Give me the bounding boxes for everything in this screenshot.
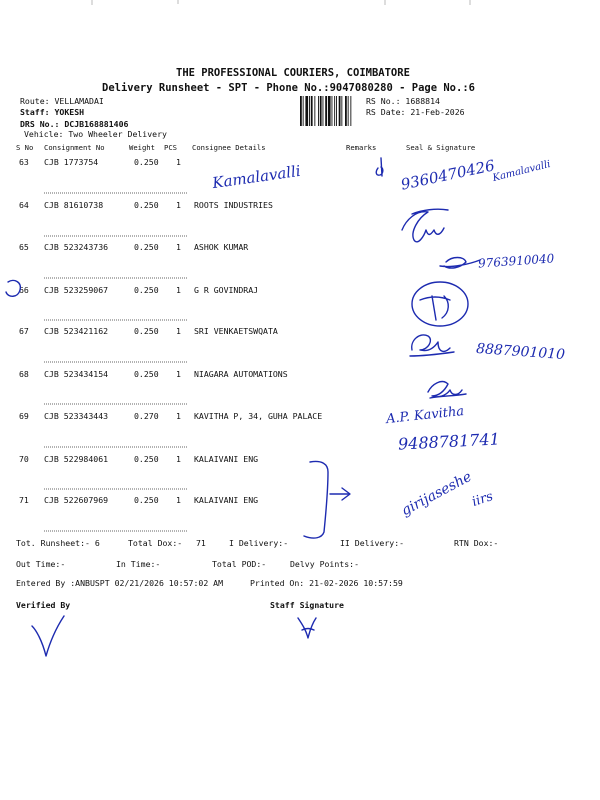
row-weight: 0.250 xyxy=(134,285,159,295)
handwritten-phone-row65: 9763910040 xyxy=(477,251,555,271)
row-weight: 0.250 xyxy=(134,369,159,379)
row-weight: 0.250 xyxy=(134,200,159,210)
ii-delivery-label: II Delivery:- xyxy=(340,538,405,548)
handwritten-phone-row63: 9360470426 xyxy=(399,156,497,194)
row-weight: 0.250 xyxy=(134,157,159,167)
row-sno: 67 xyxy=(19,326,29,336)
row-weight: 0.270 xyxy=(134,411,159,421)
row-sno: 70 xyxy=(19,454,29,464)
row-pcs: 1 xyxy=(176,454,181,464)
row-pcs: 1 xyxy=(176,411,181,421)
row-consignment: CJB 523259067 xyxy=(44,285,109,295)
row-consignment: CJB 1773754 xyxy=(44,157,99,167)
row-sno: 64 xyxy=(19,200,29,210)
verified-by-label: Verified By xyxy=(16,600,71,610)
pen-signature-marks xyxy=(0,150,600,750)
row-sno: 63 xyxy=(19,157,29,167)
row-pcs: 1 xyxy=(176,242,181,252)
row-consignee: NIAGARA AUTOMATIONS xyxy=(194,369,288,379)
row-weight: 0.250 xyxy=(134,242,159,252)
printed-on: Printed On: 21-02-2026 10:57:59 xyxy=(250,578,403,588)
row-consignment: CJB 81610738 xyxy=(44,200,104,210)
total-dox-value: 71 xyxy=(196,538,206,548)
col-remarks: Remarks xyxy=(346,143,377,152)
row-pcs: 1 xyxy=(176,200,181,210)
vehicle-label: Vehicle: Two Wheeler Delivery xyxy=(24,129,167,139)
row-consignment: CJB 522984061 xyxy=(44,454,109,464)
i-delivery-label: I Delivery:- xyxy=(229,538,289,548)
row-weight: 0.250 xyxy=(134,454,159,464)
entered-by: Entered By :ANBUSPT 02/21/2026 10:57:02 AM xyxy=(16,578,224,588)
handwritten-phone-row69: 9488781741 xyxy=(397,429,501,454)
handwritten-text-row71: girijaseshe xyxy=(398,468,475,520)
col-consignment: Consignment No xyxy=(44,143,105,152)
row-sno: 69 xyxy=(19,411,29,421)
row-consignee: KAVITHA P, 34, GUHA PALACE xyxy=(194,411,323,421)
delvy-points-label: Delvy Points:- xyxy=(290,559,360,569)
row-sno: 66 xyxy=(19,285,29,295)
row-consignee: ROOTS INDUSTRIES xyxy=(194,200,273,210)
handwritten-name2-row63: Kamalavalli xyxy=(491,158,552,185)
row-pcs: 1 xyxy=(176,285,181,295)
total-pod-label: Total POD:- xyxy=(212,559,267,569)
col-pcs: PCS xyxy=(164,143,177,152)
runsheet-title: Delivery Runsheet - SPT - Phone No.:9047080280 - Page No.:6 xyxy=(102,82,475,94)
handwritten-text2-row71: iirs xyxy=(470,489,496,510)
row-sno: 68 xyxy=(19,369,29,379)
rtn-dox-label: RTN Dox:- xyxy=(454,538,499,548)
staff-label: Staff: YOKESH xyxy=(20,107,85,117)
handwritten-phone-row67: 8887901010 xyxy=(475,340,566,364)
row-weight: 0.250 xyxy=(134,326,159,336)
col-seal: Seal & Signature xyxy=(406,143,476,152)
row-consignment: CJB 523434154 xyxy=(44,369,109,379)
row-consignment: CJB 523343443 xyxy=(44,411,109,421)
row-sno: 65 xyxy=(19,242,29,252)
row-consignment: CJB 523421162 xyxy=(44,326,109,336)
rs-number: RS No.: 1688814 xyxy=(366,96,440,106)
col-consignee: Consignee Details xyxy=(192,143,266,152)
route-label: Route: VELLAMADAI xyxy=(20,96,104,106)
row-pcs: 1 xyxy=(176,326,181,336)
row-weight: 0.250 xyxy=(134,495,159,505)
company-title: THE PROFESSIONAL COURIERS, COIMBATORE xyxy=(176,67,410,79)
out-time-label: Out Time:- xyxy=(16,559,66,569)
col-weight: Weight xyxy=(129,143,155,152)
row-pcs: 1 xyxy=(176,157,181,167)
col-sno: S No xyxy=(16,143,34,152)
staff-signature-label: Staff Signature xyxy=(270,600,344,610)
row-consignee: SRI VENKAETSWQATA xyxy=(194,326,278,336)
row-pcs: 1 xyxy=(176,369,181,379)
total-dox-label: Total Dox:- xyxy=(128,538,183,548)
in-time-label: In Time:- xyxy=(116,559,161,569)
row-consignment: CJB 522607969 xyxy=(44,495,109,505)
row-consignee: G R GOVINDRAJ xyxy=(194,285,259,295)
handwritten-name-row69: A.P. Kavitha xyxy=(385,403,465,428)
row-consignee: KALAIVANI ENG xyxy=(194,454,259,464)
row-sno: 71 xyxy=(19,495,29,505)
row-consignment: CJB 523243736 xyxy=(44,242,109,252)
handwritten-name-row63: Kamalavalli xyxy=(211,161,302,193)
row-consignee: KALAIVANI ENG xyxy=(194,495,259,505)
drs-label: DRS No.: DCJB168881406 xyxy=(20,119,129,129)
row-consignee: ASHOK KUMAR xyxy=(194,242,249,252)
rs-date: RS Date: 21-Feb-2026 xyxy=(366,107,465,117)
row-pcs: 1 xyxy=(176,495,181,505)
tot-runsheet: Tot. Runsheet:- 6 xyxy=(16,538,100,548)
